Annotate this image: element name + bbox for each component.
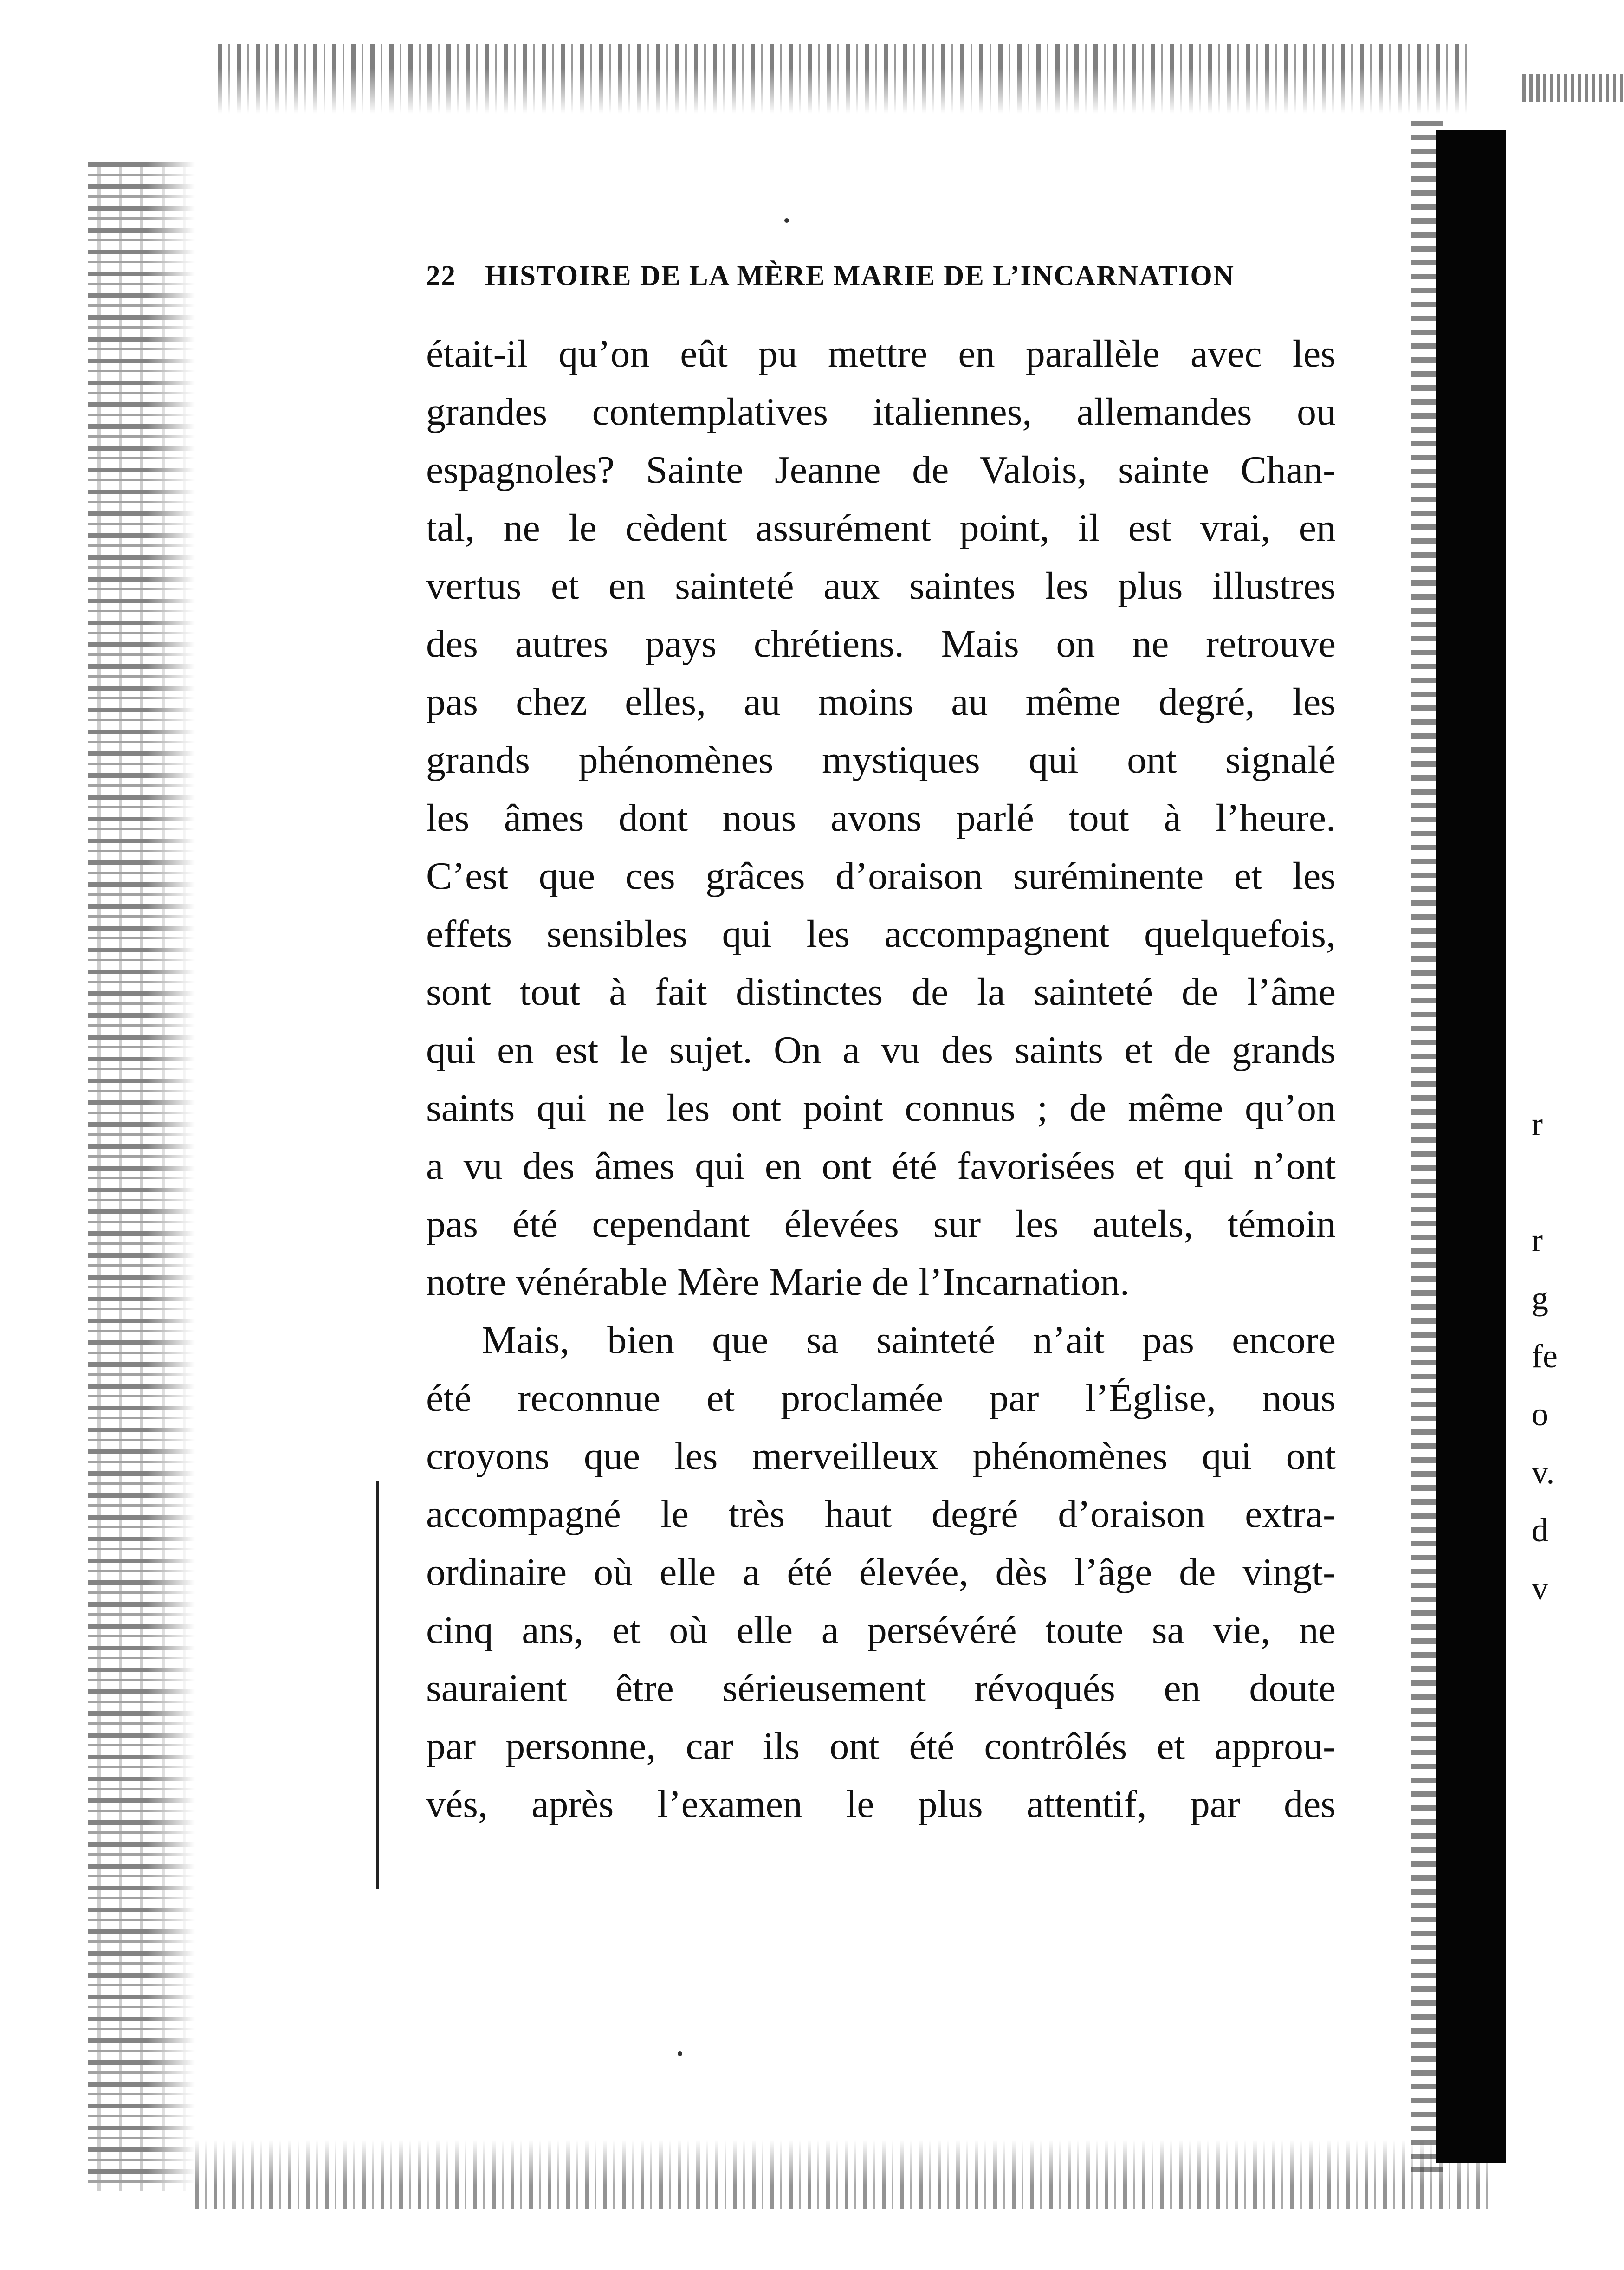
text-line: était-il qu’on eût pu mettre en parallèle avec les bbox=[426, 332, 1336, 375]
scan-noise-top-right bbox=[1522, 74, 1624, 102]
text-line: sauraient être sérieusement révoqués en doute bbox=[426, 1667, 1336, 1710]
facing-fragment: d bbox=[1532, 1512, 1548, 1549]
text-line: grandes contemplatives italiennes, allemandes ou bbox=[426, 390, 1336, 433]
binding-shadow-bar bbox=[1436, 130, 1506, 2163]
facing-page-fragments bbox=[1532, 1095, 1601, 1617]
scan-noise-bottom bbox=[195, 2140, 1495, 2209]
text-line: vés, après l’examen le plus attentif, par des bbox=[426, 1783, 1336, 1826]
margin-speck bbox=[784, 218, 789, 223]
text-line: a vu des âmes qui en ont été favorisées et qui n’ont bbox=[426, 1145, 1336, 1188]
text-line: Mais, bien que sa sainteté n’ait pas encore bbox=[482, 1319, 1336, 1362]
text-line: effets sensibles qui les accompagnent quelquefois, bbox=[426, 912, 1336, 956]
page-number: 22 bbox=[426, 260, 456, 291]
text-line: vertus et en sainteté aux saintes les plus illustres bbox=[426, 564, 1336, 608]
text-line: été reconnue et proclamée par l’Église, nous bbox=[426, 1377, 1336, 1420]
paragraph-2 bbox=[426, 1311, 1336, 1833]
paragraph-1 bbox=[426, 325, 1336, 1311]
text-line: grands phénomènes mystiques qui ont signalé bbox=[426, 738, 1336, 782]
margin-pencil-mark bbox=[376, 1481, 379, 1889]
facing-fragment bbox=[1532, 1153, 1601, 1211]
text-line: par personne, car ils ont été contrôlés et approu- bbox=[426, 1725, 1336, 1768]
facing-fragment: r bbox=[1532, 1106, 1543, 1143]
facing-fragment: r bbox=[1532, 1222, 1543, 1259]
text-line: tal, ne le cèdent assurément point, il est vrai, en bbox=[426, 506, 1336, 550]
text-line: qui en est le sujet. On a vu des saints et de grands bbox=[426, 1028, 1336, 1072]
text-line: les âmes dont nous avons parlé tout à l’heure. bbox=[426, 796, 1336, 840]
text-line: notre vénérable Mère Marie de l’Incarnation. bbox=[426, 1261, 1130, 1304]
body-text bbox=[426, 325, 1336, 1833]
text-line: pas été cependant élevées sur les autels, témoin bbox=[426, 1203, 1336, 1246]
facing-fragment: v. bbox=[1532, 1454, 1555, 1491]
text-line: C’est que ces grâces d’oraison suréminente et les bbox=[426, 854, 1336, 898]
text-line: ordinaire où elle a été élevée, dès l’âge de vingt- bbox=[426, 1551, 1336, 1594]
text-line: accompagné le très haut degré d’oraison extra- bbox=[426, 1493, 1336, 1536]
running-header bbox=[426, 260, 1382, 292]
text-line: pas chez elles, au moins au même degré, les bbox=[426, 680, 1336, 724]
scan-noise-left-margin bbox=[88, 162, 195, 2191]
text-line: espagnoles? Sainte Jeanne de Valois, sainte Chan- bbox=[426, 448, 1336, 492]
text-line: cinq ans, et où elle a persévéré toute sa vie, ne bbox=[426, 1609, 1336, 1652]
running-title: HISTOIRE DE LA MÈRE MARIE DE L’INCARNATION bbox=[485, 260, 1235, 291]
scan-noise-top bbox=[218, 44, 1471, 114]
text-line: sont tout à fait distinctes de la sainteté de l’âme bbox=[426, 970, 1336, 1014]
text-line: des autres pays chrétiens. Mais on ne retrouve bbox=[426, 622, 1336, 666]
facing-fragment: v bbox=[1532, 1570, 1548, 1607]
facing-fragment: g bbox=[1532, 1280, 1548, 1317]
margin-speck bbox=[678, 2051, 682, 2056]
text-line: croyons que les merveilleux phénomènes qui ont bbox=[426, 1435, 1336, 1478]
text-line: saints qui ne les ont point connus ; de même qu’on bbox=[426, 1086, 1336, 1130]
facing-fragment: fe bbox=[1532, 1338, 1558, 1375]
facing-fragment: o bbox=[1532, 1396, 1548, 1433]
